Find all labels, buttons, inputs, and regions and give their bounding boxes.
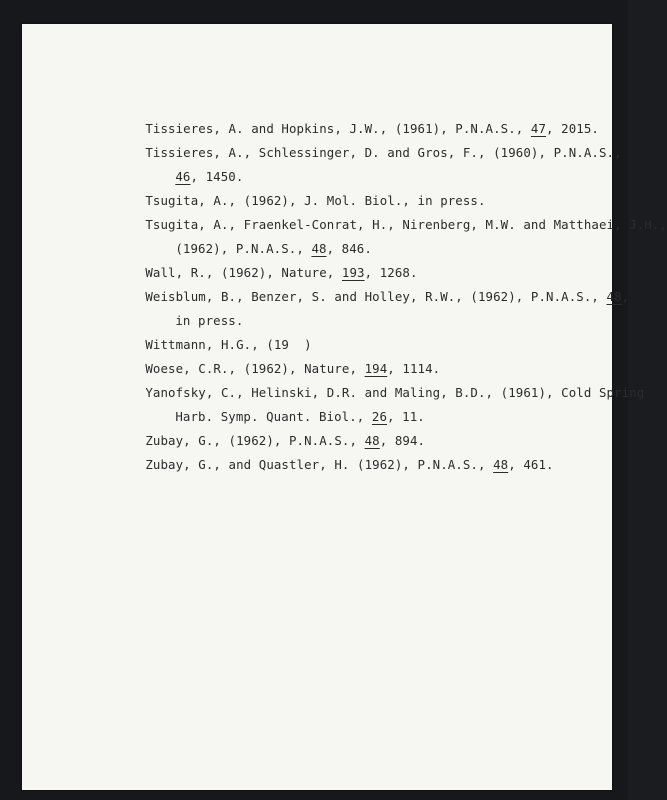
reference-line xyxy=(100,339,441,376)
reference-text: Zubay, G., and Quastler, H. (1962), P.N.A.S., xyxy=(145,457,494,472)
reference-line xyxy=(100,243,418,280)
reference-text: in press. xyxy=(175,313,244,328)
typed-page xyxy=(22,24,667,790)
reference-line xyxy=(100,411,426,448)
reference-text: Zubay, G., (1962), P.N.A.S., xyxy=(145,433,365,448)
volume-number: 48 xyxy=(606,289,622,304)
reference-line xyxy=(100,195,667,232)
reference-line xyxy=(100,363,645,400)
volume-number: 193 xyxy=(341,265,365,280)
reference-continuation-line xyxy=(130,219,372,256)
reference-text: Yanofsky, C., Helinski, D.R. and Maling, B.D., (1961), Cold Spring xyxy=(145,385,645,400)
reference-line xyxy=(100,123,622,160)
reference-line xyxy=(100,315,312,352)
volume-number: 194 xyxy=(364,361,388,376)
reference-line xyxy=(100,99,599,136)
reference-text: Tissieres, A. and Hopkins, J.W., (1961), P.N.A.S., xyxy=(145,121,531,136)
volume-number: 46 xyxy=(175,169,191,184)
volume-number: 26 xyxy=(371,409,388,424)
reference-text: Wittmann, H.G., (19 ) xyxy=(145,337,312,352)
reference-line xyxy=(100,171,486,208)
reference-text: , 2015. xyxy=(546,121,599,136)
reference-text: Harb. Symp. Quant. Biol., xyxy=(175,409,372,424)
volume-number: 48 xyxy=(364,433,380,448)
volume-number: 48 xyxy=(493,457,509,472)
reference-text: Tsugita, A., (1962), J. Mol. Biol., in press. xyxy=(145,193,486,208)
reference-text: Wall, R., (1962), Nature, xyxy=(145,265,342,280)
reference-text: Woese, C.R., (1962), Nature, xyxy=(145,361,365,376)
reference-text: , 846. xyxy=(326,241,372,256)
reference-text: Tsugita, A., Fraenkel-Conrat, H., Nirenberg, M.W. and Matthaei, J.H., xyxy=(145,217,667,232)
reference-text: , 461. xyxy=(508,457,554,472)
reference-line xyxy=(100,267,630,304)
reference-text: Weisblum, B., Benzer, S. and Holley, R.W., (1962), P.N.A.S., xyxy=(145,289,607,304)
reference-text: , 894. xyxy=(379,433,426,448)
reference-text: , 1114. xyxy=(387,361,441,376)
reference-text: (1962), P.N.A.S., xyxy=(175,241,312,256)
reference-text: , 11. xyxy=(387,409,425,424)
reference-text: Tissieres, A., Schlessinger, D. and Gros, F., (1960), P.N.A.S., xyxy=(145,145,622,160)
volume-number: 47 xyxy=(530,121,547,136)
reference-text: , 1268. xyxy=(364,265,418,280)
reference-text: , xyxy=(621,289,630,304)
reference-continuation-line xyxy=(130,147,244,184)
reference-line xyxy=(100,435,554,472)
reference-continuation-line xyxy=(130,387,425,424)
reference-continuation-line xyxy=(130,291,244,328)
reference-text: , 1450. xyxy=(190,169,244,184)
volume-number: 48 xyxy=(311,241,327,256)
